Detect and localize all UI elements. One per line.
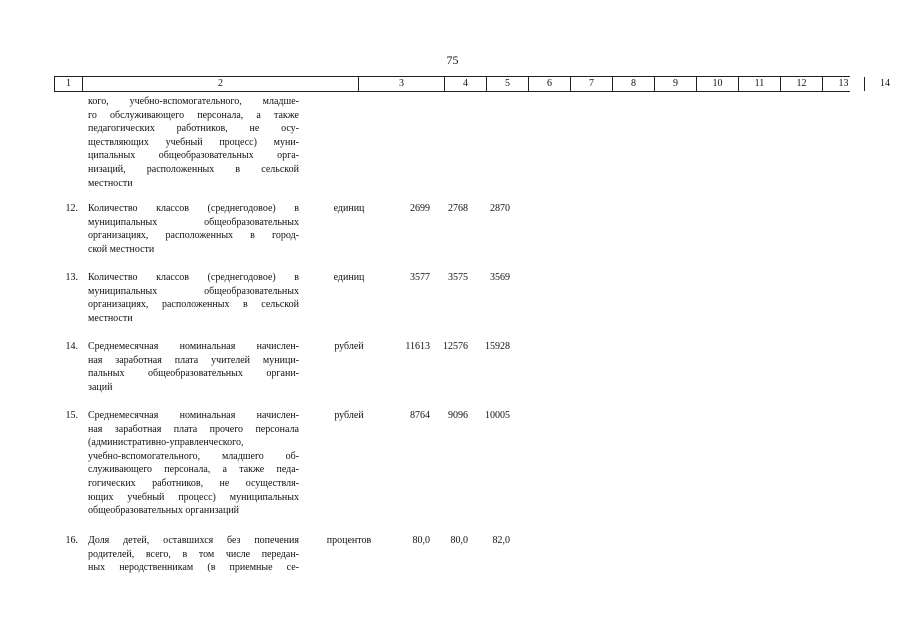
row-number: 12. (65, 203, 78, 214)
row-description (88, 409, 299, 518)
row-value-col5: 2768 (448, 203, 468, 214)
header-col-9: 9 (654, 77, 696, 91)
description-line: ная заработная плата учителей муници- (88, 354, 299, 366)
header-col-1: 1 (54, 77, 82, 91)
description-line: ных неродственникам (в приемные се- (88, 562, 299, 574)
header-col-12: 12 (780, 77, 822, 91)
description-line: заций (88, 381, 113, 393)
page-number: 75 (446, 53, 459, 67)
row-description (88, 202, 299, 256)
row-value-col6: 10005 (485, 410, 510, 421)
row-value-col6: 3569 (490, 272, 510, 283)
header-col-7: 7 (570, 77, 612, 91)
row-value-col4: 3577 (410, 272, 430, 283)
description-line: Среднемесячная номинальная начислен- (88, 410, 299, 421)
description-line: (административно-управленческого, (88, 437, 244, 449)
continuation-line: го обслуживающего персонала, а также (88, 109, 299, 121)
description-line: ющих учебный процесс) муниципальных (88, 491, 299, 503)
row-value-col4: 2699 (410, 203, 430, 214)
row-value-col4: 80,0 (412, 535, 430, 546)
row-number: 15. (65, 410, 78, 421)
row-value-col5: 3575 (448, 272, 468, 283)
row-number: 14. (65, 341, 78, 352)
row-unit: единиц (333, 272, 365, 283)
header-col-3: 3 (358, 77, 444, 91)
row-value-col6: 2870 (490, 203, 510, 214)
row-value-col6: 15928 (485, 341, 510, 352)
description-line: Количество классов (среднегодовое) в (88, 272, 299, 283)
description-line: ная заработная плата прочего персонала (88, 423, 299, 435)
header-col-10: 10 (696, 77, 738, 91)
header-col-11: 11 (738, 77, 780, 91)
row-value-col5: 12576 (443, 341, 468, 352)
description-line: муниципальных общеобразовательных (88, 285, 299, 297)
continuation-line: ществляющих учебный процесс) муни- (88, 136, 299, 148)
row-value-col5: 9096 (448, 410, 468, 421)
description-line: муниципальных общеобразовательных (88, 216, 299, 228)
description-line: пальных общеобразовательных органи- (88, 368, 299, 380)
header-col-8: 8 (612, 77, 654, 91)
continuation-line: местности (88, 177, 133, 189)
continuation-line: кого, учебно-вспомогательного, младше- (88, 96, 299, 107)
header-col-13: 13 (822, 77, 864, 91)
description-line: местности (88, 312, 133, 324)
row-unit: рублей (334, 341, 364, 352)
description-line: организациях, расположенных в город- (88, 230, 299, 242)
description-line: ской местности (88, 243, 155, 255)
description-line: общеобразовательных организаций (88, 505, 240, 517)
header-col-6: 6 (528, 77, 570, 91)
row-description (88, 534, 299, 575)
row-unit: единиц (333, 203, 365, 214)
description-line: служивающего персонала, а также педа- (88, 464, 299, 476)
header-col-4: 4 (444, 77, 486, 91)
description-line: учебно-вспомогательного, младшего об- (88, 450, 299, 462)
continuation-description (88, 95, 299, 190)
row-value-col5: 80,0 (450, 535, 468, 546)
header-col-2: 2 (82, 77, 358, 91)
row-description (88, 340, 299, 394)
continuation-line: низаций, расположенных в сельской (88, 163, 299, 175)
row-number: 13. (65, 272, 78, 283)
row-unit: рублей (334, 410, 364, 421)
row-description (88, 271, 299, 325)
continuation-line: педагогических работников, не осу- (88, 123, 299, 135)
description-line: гогических работников, не осуществля- (88, 477, 299, 489)
header-col-14: 14 (864, 77, 905, 91)
description-line: организациях, расположенных в сельской (88, 299, 299, 311)
description-line: Доля детей, оставшихся без попечения (88, 535, 299, 546)
table-header-row (54, 76, 890, 92)
header-col-5: 5 (486, 77, 528, 91)
row-unit: процентов (326, 535, 372, 546)
description-line: Среднемесячная номинальная начислен- (88, 341, 299, 352)
row-value-col4: 8764 (410, 410, 430, 421)
description-line: Количество классов (среднегодовое) в (88, 203, 299, 214)
row-value-col4: 11613 (405, 341, 430, 352)
row-number: 16. (65, 535, 78, 546)
continuation-line: ципальных общеобразовательных орга- (88, 150, 299, 162)
description-line: родителей, всего, в том числе передан- (88, 548, 299, 560)
row-value-col6: 82,0 (492, 535, 510, 546)
